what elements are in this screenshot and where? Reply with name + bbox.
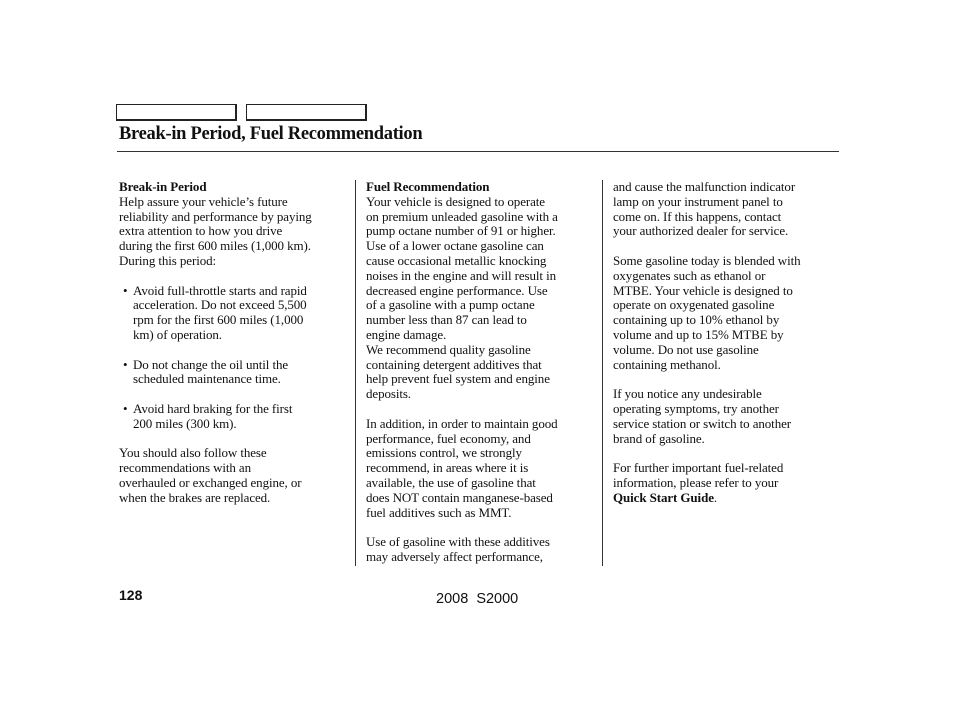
- text-line: cause occasional metallic knocking: [366, 252, 547, 268]
- text-line: of a gasoline with a pump octane: [366, 297, 535, 313]
- nav-tab-previous[interactable]: [116, 104, 237, 121]
- text-line: km) of operation.: [133, 326, 222, 342]
- text-line: Do not change the oil until the: [133, 356, 289, 372]
- text-line: reliability and performance by paying: [119, 208, 312, 224]
- text-line: emissions control, we strongly: [366, 445, 522, 461]
- text-line: performance, fuel economy, and: [366, 430, 531, 446]
- page-title: Break-in Period, Fuel Recommendation: [119, 124, 423, 144]
- fuel-continued-paragraph-1: [613, 180, 838, 239]
- text-line: scheduled maintenance time.: [133, 371, 281, 387]
- text-line: recommendations with an: [119, 460, 251, 476]
- column-break-in-period: [119, 180, 351, 506]
- text-line: your authorized dealer for service.: [613, 223, 789, 239]
- bullet-item: [119, 402, 351, 432]
- text-line: containing detergent additives that: [366, 356, 542, 372]
- text-line: overhauled or exchanged engine, or: [119, 474, 302, 490]
- text-line: when the brakes are replaced.: [119, 489, 271, 505]
- text-line: volume. Do not use gasoline: [613, 341, 759, 357]
- text-line: pump octane number of 91 or higher.: [366, 223, 556, 239]
- text-line: come on. If this happens, contact: [613, 208, 782, 224]
- section-heading-break-in: Break-in Period: [119, 179, 207, 194]
- text-line: You should also follow these: [119, 445, 267, 461]
- bullet-icon: •: [123, 356, 128, 372]
- text-line: For further important fuel-related: [613, 460, 784, 476]
- text-line: Your vehicle is designed to operate: [366, 193, 545, 209]
- text-line: containing up to 10% ethanol by: [613, 312, 780, 328]
- text-line: noises in the engine and will result in: [366, 267, 556, 283]
- text-line: oxygenates such as ethanol or: [613, 267, 766, 283]
- text-line: deposits.: [366, 386, 411, 402]
- text-line: During this period:: [119, 252, 217, 268]
- text-line: We recommend quality gasoline: [366, 341, 531, 357]
- column-divider-1: [355, 180, 356, 566]
- page-number: 128: [119, 587, 143, 603]
- fuel-paragraph-3: [366, 417, 598, 521]
- text-line: service station or switch to another: [613, 415, 791, 431]
- text-line: on premium unleaded gasoline with a: [366, 208, 558, 224]
- bullet-icon: •: [123, 400, 128, 416]
- text-line: rpm for the first 600 miles (1,000: [133, 312, 304, 328]
- text-line: recommend, in areas where it is: [366, 460, 529, 476]
- break-in-outro: [119, 446, 351, 505]
- fuel-paragraph-4: [366, 535, 598, 565]
- fuel-continued-paragraph-3: [613, 387, 838, 446]
- column-divider-2: [602, 180, 603, 566]
- break-in-intro: [119, 195, 351, 269]
- text-line: containing methanol.: [613, 356, 721, 372]
- bullet-item: [119, 284, 351, 343]
- section-heading-fuel: Fuel Recommendation: [366, 179, 490, 194]
- text-line: 200 miles (300 km).: [133, 415, 237, 431]
- text-line: If you notice any undesirable: [613, 386, 762, 402]
- fuel-paragraph-1: [366, 195, 598, 343]
- text-line: lamp on your instrument panel to: [613, 193, 783, 209]
- text-line: MTBE. Your vehicle is designed to: [613, 282, 793, 298]
- text-line: brand of gasoline.: [613, 430, 705, 446]
- bullet-item: [119, 358, 351, 388]
- title-divider: [117, 151, 839, 152]
- text-line: engine damage.: [366, 326, 447, 342]
- text-line: volume and up to 15% MTBE by: [613, 326, 784, 342]
- text-line: does NOT contain manganese-based: [366, 489, 553, 505]
- fuel-continued-paragraph-4: [613, 461, 838, 505]
- text-line: extra attention to how you drive: [119, 223, 283, 239]
- text-line: Avoid full-throttle starts and rapid: [133, 282, 307, 298]
- footer-model: 2008 S2000: [436, 591, 519, 607]
- text-line: In addition, in order to maintain good: [366, 415, 558, 431]
- text-period: .: [713, 489, 718, 505]
- fuel-continued-paragraph-2: [613, 254, 838, 372]
- quick-start-guide-reference: Quick Start Guide: [613, 489, 714, 505]
- text-line: available, the use of gasoline that: [366, 474, 536, 490]
- text-line: and cause the malfunction indicator: [613, 179, 796, 194]
- text-line: decreased engine performance. Use: [366, 282, 548, 298]
- text-line: help prevent fuel system and engine: [366, 371, 550, 387]
- column-fuel-recommendation: [366, 180, 598, 565]
- text-line: information, please refer to your: [613, 474, 779, 490]
- nav-tab-next[interactable]: [246, 104, 367, 121]
- text-line: operating symptoms, try another: [613, 400, 779, 416]
- text-line: acceleration. Do not exceed 5,500: [133, 297, 307, 313]
- text-line: fuel additives such as MMT.: [366, 504, 512, 520]
- text-line: Use of gasoline with these additives: [366, 534, 550, 550]
- text-line: may adversely affect performance,: [366, 548, 543, 564]
- text-line: operate on oxygenated gasoline: [613, 297, 775, 313]
- text-line: Help assure your vehicle’s future: [119, 193, 288, 209]
- column-fuel-continued: [613, 180, 838, 506]
- text-line: Avoid hard braking for the first: [133, 400, 293, 416]
- text-line: number less than 87 can lead to: [366, 312, 527, 328]
- text-line: during the first 600 miles (1,000 km).: [119, 238, 311, 254]
- text-line: [613, 491, 838, 506]
- bullet-icon: •: [123, 282, 128, 298]
- fuel-paragraph-2: [366, 343, 598, 402]
- text-line: Use of a lower octane gasoline can: [366, 238, 544, 254]
- text-line: Some gasoline today is blended with: [613, 252, 801, 268]
